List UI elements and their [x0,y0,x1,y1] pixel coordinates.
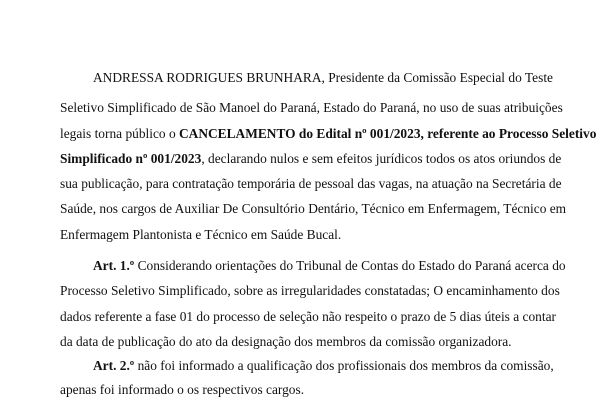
intro-text-5: sua publicação, para contratação temporária de pessoal das vagas, na atuação na Secretária de [60,176,562,191]
article-2-line-2 [60,381,553,398]
intro-line-1 [93,69,553,86]
article-2-line-1 [93,357,553,374]
intro-text-2: Seletivo Simplificado de São Manoel do Paraná, Estado do Paraná, no uso de suas atribuições [60,100,563,115]
article-2-label: Art. 2.º [93,358,135,373]
article-1-text-4: da data de publicação do ato da designação dos membros da comissão organizadora. [60,334,512,349]
intro-text-3-pre: legais torna público o [60,126,179,141]
article-1-text-3: dados referente a fase 01 do processo de seleção não respeito o prazo de 5 dias úteis a contar [60,309,556,324]
intro-line-7 [60,226,553,243]
article-1-line-1 [93,257,566,274]
article-1-text-1: Considerando orientações do Tribunal de Contas do Estado do Paraná acerca do [134,258,566,273]
intro-line-4 [60,150,562,167]
intro-line-5 [60,175,562,192]
intro-text-6: Saúde, nos cargos de Auxiliar De Consultório Dentário, Técnico em Enfermagem, Técnico em [60,201,567,216]
intro-line-2 [60,99,563,116]
intro-line-6 [60,200,567,217]
intro-text-4-post: , declarando nulos e sem efeitos jurídicos todos os atos oriundos de [201,151,562,166]
article-2-text-1: não foi informado a qualificação dos profissionais dos membros da comissão, [134,358,554,373]
article-1-line-3 [60,308,556,325]
article-1-text-2: Processo Seletivo Simplificado, sobre as irregularidades constatadas; O encaminhamento dos [60,283,560,298]
intro-text-7: Enfermagem Plantonista e Técnico em Saúde Bucal. [60,227,342,242]
intro-line-3 [60,125,597,142]
article-1-line-2 [60,282,560,299]
intro-text-3-bold: CANCELAMENTO do Edital nº 001/2023, referente ao Processo Seletivo [179,126,597,141]
intro-text-1: ANDRESSA RODRIGUES BRUNHARA, Presidente da Comissão Especial do Teste [93,70,553,85]
article-1-line-4 [60,333,553,350]
article-2-text-2: apenas foi informado o os respectivos cargos. [60,382,305,397]
intro-text-4-bold: Simplificado nº 001/2023 [60,151,202,166]
article-1-label: Art. 1.º [93,258,135,273]
